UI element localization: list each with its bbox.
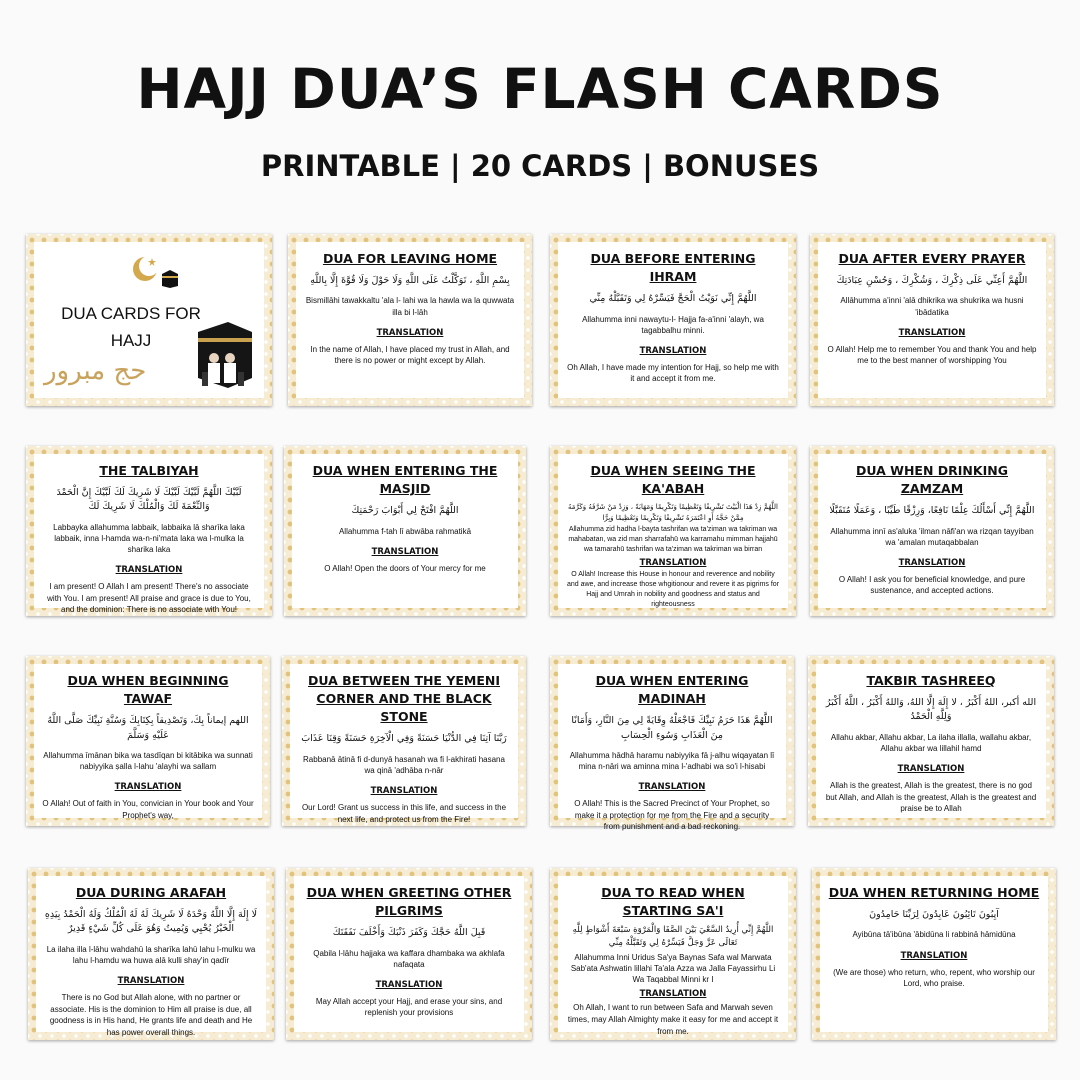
card-arabic: آيِبُونَ تَائِبُونَ عَابِدُونَ لِرَبِّنَا حَامِدُونَ (869, 909, 999, 921)
translation-label: TRANSLATION (639, 989, 707, 1000)
translation-label: TRANSLATION (639, 557, 707, 568)
page-title: HAJJ DUA’S FLASH CARDS (136, 57, 944, 121)
card-title: DUA WHEN DRINKING ZAMZAM (856, 463, 1008, 497)
translation-label: TRANSLATION (898, 557, 966, 568)
card-title: DUA TO READ WHEN STARTING SA'I (601, 885, 745, 919)
card-translation: Oh Allah, I want to run between Safa and Marwah seven times, may Allah Almighty make it easy for me and accept it from me. (567, 1003, 779, 1036)
card-transliteration: Allahumma inni nawaytu-l- Hajja fa-a'inni 'alayh, wa tagabbalhu minni. (582, 314, 764, 335)
card-transliteration: Labbayka allahumma labbaik, labbaika lā sharīka laka labbaik, inna l-hamda wa-n-ni'mata laka wa l-mulka la sharika laka (53, 522, 245, 554)
card-transliteration: Allahu akbar, Allahu akbar, La ilaha illalla, wallahu akbar, Allahu akbar wa lillahil hamd (830, 732, 1032, 753)
card-transliteration: Allahumma īmānan bika wa tasdīqan bi kitābika wa sunnati nabiyyika ṣalla l-lahu 'alayhi wa sallam (43, 750, 253, 771)
card-arabic: اللَّهُمَّ أَعِنِّي عَلَى ذِكْرِكَ ، وَشُكْرِكَ ، وَحُسْنِ عِبَادَتِكَ (836, 275, 1028, 287)
card-arabic: اللَّهُمَّ إِنِّي نَوَيْتُ الْحَجَّ فَيَسِّرْهُ لِي وَتَقَبَّلْهُ مِنِّي (589, 293, 757, 305)
card-arabic: لَا إِلَهَ إِلَّا اللَّهُ وَحْدَهُ لَا شَرِيكَ لَهُ لَهُ الْمُلْكُ وَلَهُ الْحَمْدُ بِيَدِهِ الْخَيْرُ يُحْيِي وَيُمِيتُ وَهُوَ عَلَى كُلِّ شَيْءٍ قَدِيرٌ (44, 909, 258, 935)
card-arabic: اللَّهُمَّ افْتَحْ لِي أَبْوَابَ رَحْمَتِكَ (351, 505, 459, 517)
translation-label: TRANSLATION (115, 565, 183, 576)
card-transliteration: Bismillāhi tawakkaltu 'ala l- lahi wa la hawla wa la quwwata illa bi l-lāh (305, 296, 515, 317)
card-title: TAKBIR TASHREEQ (866, 673, 996, 688)
card-arabic: اللَّهُمَّ هَذَا حَرَمُ نَبِيِّكَ فَاجْعَلْهُ وِقَايَةً لِي مِنَ النَّارِ، وَأَمَانًا مِنَ الْعَذَابِ وَسُوءِ الْحِسَابِ (571, 715, 773, 741)
card-title: DUA WHEN SEEING THE KA'ABAH (590, 463, 756, 497)
translation-label: TRANSLATION (370, 786, 438, 796)
flash-card (288, 234, 532, 406)
cover-card (26, 234, 272, 406)
flash-card (286, 868, 532, 1040)
card-translation: (We are those) who return, who, repent, who worship our Lord, who praise. (833, 967, 1035, 989)
card-transliteration: Allahumma Inni Uridus Sa'ya Baynas Safa wal Marwata Sab'ata Ashwatin lillahi Ta'ala Azza wa Jalla Fayassirhu Li Wa Taqabbal Minni kr I (570, 952, 776, 985)
flash-card (550, 868, 796, 1040)
card-transliteration: Allahumma f-tah lī abwāba rahmatikā (338, 526, 472, 536)
translation-label: TRANSLATION (371, 546, 439, 557)
card-transliteration: Ayibūna tā'ibūna 'ābidūna li rabbinā hāmidūna (852, 930, 1016, 940)
card-transliteration: La ilaha illa l-lāhu wahdahū la sharīka lahū lahu l-mulku wa lahu l-hamdu wa huwa alā kulli shay'in qadīr (46, 944, 256, 965)
flash-card (284, 446, 526, 616)
card-translation: O Allah! Out of faith in You, convician in Your book and Your Prophet's way, (42, 799, 254, 820)
translation-label: TRANSLATION (638, 782, 706, 793)
card-translation: O Allah! This is the Sacred Precinct of Your Prophet, so make it a protection for me from the Fire and a security from punishment and a bad reckoning. (574, 799, 770, 832)
card-transliteration: Allāhumma a'inni 'alā dhikrika wa shukrika wa husni 'ibādatika (840, 296, 1024, 317)
card-translation: May Allah accept your Hajj, and erase your sins, and replenish your provisions (315, 996, 503, 1018)
card-transliteration: Allahumma zid hadha l-bayta tashrifan wa ta'ziman wa takriman wa mahabatan, wa zid man sharrafahū wa karramahu mimman hajjahū wa tamarahū tashrifan wa ta'ziman wa takriman wa birran (568, 526, 778, 553)
card-arabic: قَبِلَ اللَّهُ حَجَّكَ وَكَفَرَ ذَنْبَكَ وَأَخْلَفَ نَفَقَتَكَ (332, 927, 486, 939)
flash-card (812, 868, 1056, 1040)
card-transliteration: Qabila l-lāhu hajjaka wa kaffara dhambaka wa akhlafa nafaqata (313, 948, 505, 969)
card-title: DUA AFTER EVERY PRAYER (838, 251, 1026, 266)
flash-card (282, 656, 526, 826)
card-transliteration: Allahumma hādhā haramu nabiyyika fā j-alhu wiqayatan lī mina n-nāri wa aminna mina l-'adhabi wa so'i l-hisabi (569, 750, 775, 771)
cover-card-inner (34, 242, 264, 398)
card-title: DUA WHEN RETURNING HOME (828, 885, 1040, 900)
card-translation: O Allah! Open the doors of Your mercy for me (324, 563, 486, 573)
kaaba-small-icon (158, 266, 182, 290)
card-title: DUA WHEN BEGINNING TAWAF (67, 673, 229, 707)
page-subtitle: PRINTABLE | 20 CARDS | BONUSES (260, 149, 820, 183)
card-translation: There is no God but Allah alone, with no partner or associate. His is the dominion to Him all praise is due, all goodness is in His hand, He grants life and death and He has power overall things. (49, 993, 253, 1037)
card-translation: O Allah! Increase this House in honour and reverence and nobility and awe, and increase those whgitionour and revere it as pigrims for Hajj and Umrah in nobility and goodness and status and righteousness (566, 570, 780, 609)
card-title: DUA WHEN ENTERING THE MASJID (312, 463, 498, 497)
card-title: THE TALBIYAH (99, 463, 199, 478)
translation-label: TRANSLATION (114, 782, 182, 793)
card-arabic: الله أكبر، اللهُ أَكْبَرُ ، لا إِلَهَ إِلَّا اللهُ، وَاللهُ أَكْبَرُ ، اللَّهُ أَكْبَرُ وَلِلَّهِ الْحَمْدُ (825, 697, 1037, 723)
translation-label: TRANSLATION (117, 976, 185, 986)
translation-label: TRANSLATION (376, 327, 444, 338)
flash-card (810, 446, 1054, 616)
card-arabic: اللَّهُمَّ زِدْ هَذَا الْبَيْتَ تَشْرِيفًا وَتَعْظِيمًا وَتَكْرِيمًا وَمَهَابَةً ، وَزِدْ مَنْ شَرَّفَهُ وَكَرَّمَهُ مِمَّنْ حَجَّهُ أَوِ اعْتَمَرَهُ تَشْرِيفًا وَتَكْرِيمًا وَتَعْظِيمًا وَبِرًّا (568, 503, 778, 522)
flash-card (26, 656, 270, 826)
card-translation: Allah is the greatest, Allah is the greatest, there is no god but Allah, and Allah is the greatest, Allah is the greatest and praise be to Allah (825, 781, 1037, 814)
kaaba-pilgrims-icon (194, 318, 254, 390)
card-title: DUA WHEN GREETING OTHER PILGRIMS (306, 885, 512, 919)
card-translation: Our Lord! Grant us success in this life, and success in the next life, and protect us from the Fire! (301, 803, 507, 824)
card-translation: O Allah! Help me to remember You and thank You and help me to the best manner of worshipping You (827, 344, 1037, 366)
card-arabic: لَبَّيْكَ اللَّهُمَّ لَبَّيْكَ لَبَّيْكَ لَا شَرِيكَ لَكَ لَبَّيْكَ إِنَّ الْحَمْدَ وَالنِّعْمَةَ لَكَ وَالْمُلْكَ لَا شَرِيكَ لَكَ (56, 487, 242, 513)
card-translation: O Allah! I ask you for beneficial knowledge, and pure sustenance, and accepted actions. (838, 574, 1026, 596)
translation-label: TRANSLATION (900, 950, 968, 961)
translation-label: TRANSLATION (639, 345, 707, 356)
flash-card (26, 446, 272, 616)
translation-label: TRANSLATION (897, 764, 965, 774)
translation-label: TRANSLATION (375, 979, 443, 990)
card-title: DUA WHEN ENTERING MADINAH (595, 673, 749, 707)
card-arabic: رَبَّنَا آتِنَا فِي الدُّنْيَا حَسَنَةً وَفِي الْآخِرَةِ حَسَنَةً وَقِنَا عَذَابَ (301, 733, 507, 745)
card-arabic: اللَّهُمَّ إِنِّي أُرِيدُ السَّعْيَ بَيْنَ الصَّفَا وَالْمَرْوَةِ سَبْعَةَ أَشْوَاطٍ لِلَّهِ تَعَالَى عَزَّ وَجَلَّ فَيَسِّرْهُ لِي وَتَقَبَّلْهُ مِنِّي (572, 925, 774, 948)
flash-card (808, 656, 1054, 826)
flash-card (28, 868, 274, 1040)
calligraphy-logo: حج مبرور (44, 356, 147, 386)
flash-card (550, 234, 796, 406)
card-translation: In the name of Allah, I have placed my trust in Allah, and there is no power or might except by Allah. (310, 344, 510, 366)
cover-title: DUA CARDS FOR HAJJ (61, 304, 201, 351)
card-translation: Oh Allah, I have made my intention for Hajj, so help me with it and accept it from me. (567, 362, 779, 384)
card-translation: I am present! O Allah I am present! There's no associate with You. I am present! All praise and grace is due to You, and the dominion: There is no associate with You! (47, 582, 251, 615)
card-title: DUA DURING ARAFAH (75, 885, 227, 900)
crescent-moon-icon (130, 254, 160, 284)
card-title: DUA BEFORE ENTERING IHRAM (590, 251, 756, 285)
card-title: DUA BETWEEN THE YEMENI CORNER AND THE BLACK STONE (308, 673, 500, 725)
card-transliteration: Rabbanā ātinā fi d-dunyā hasanah wa fi l-akhirati hasana wa qinā 'adhāba n-nār (303, 754, 505, 775)
card-transliteration: Allahumma innī as'aluka 'ilman nāfi'an wa rizqan tayyiban wa 'amalan mutaqabbalan (830, 526, 1034, 547)
flash-card (550, 446, 796, 616)
flash-card (810, 234, 1054, 406)
card-title: DUA FOR LEAVING HOME (322, 251, 498, 266)
card-arabic: اللَّهُمَّ إِنِّي أَسْأَلُكَ عِلْمًا نَافِعًا، وَرِزْقًا طَيِّبًا ، وَعَمَلًا مُتَقَبَّلًا (829, 505, 1035, 517)
card-arabic: بِسْمِ اللَّهِ ، تَوَكَّلْتُ عَلَى اللَّهِ وَلَا حَوْلَ وَلَا قُوَّةَ إِلَّا بِاللَّهِ (310, 275, 510, 287)
translation-label: TRANSLATION (898, 327, 966, 338)
flash-card (550, 656, 794, 832)
card-arabic: اللهم إيماناً بِكَ، وَتَصْدِيقاً بِكِتَابِكَ وَسُنَّةِ نَبِيِّكَ صَلَّى اللَّهُ عَلَيْهِ وَسَلَّمَ (47, 715, 249, 741)
